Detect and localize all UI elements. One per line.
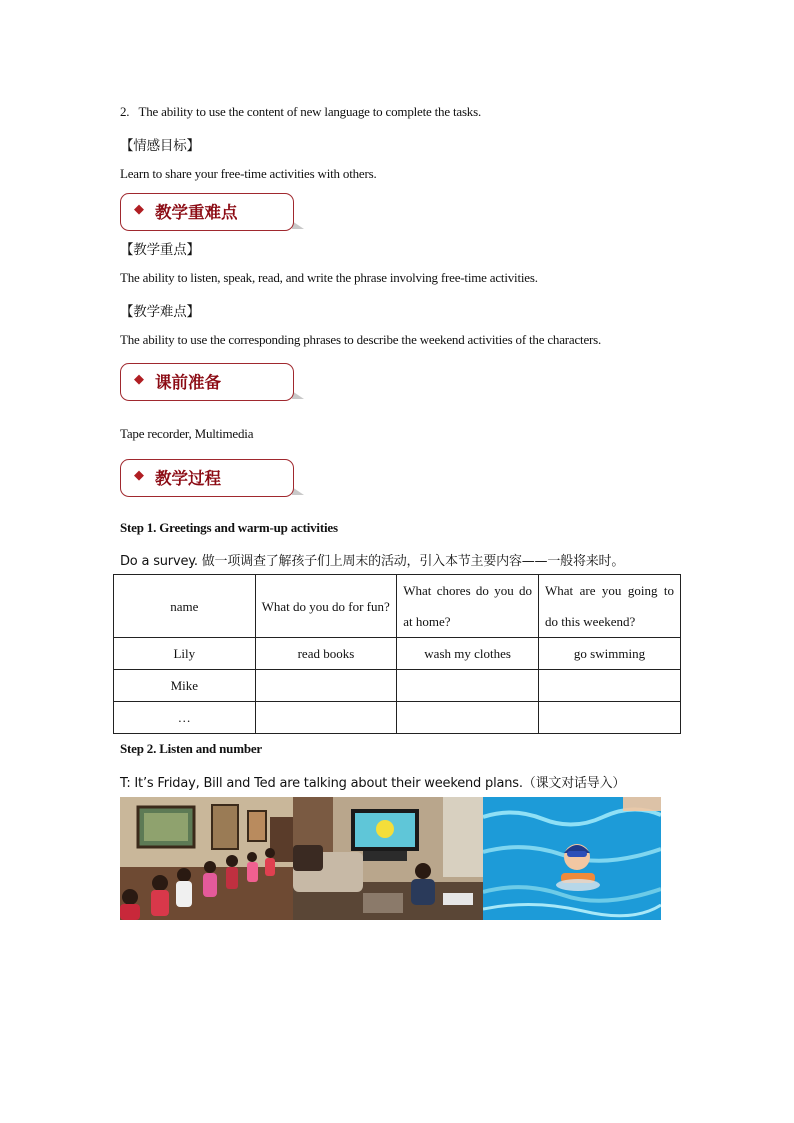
section-title: 教学过程 <box>155 469 221 488</box>
difficult-heading: 【教学难点】 <box>120 304 200 320</box>
photo-swimming <box>483 797 661 920</box>
diamond-icon: ◆ <box>134 202 144 217</box>
table-cell <box>539 702 681 734</box>
step2-title: Step 2. Listen and number <box>120 741 262 756</box>
section-banner-process <box>120 459 304 497</box>
table-cell: wash my clothes <box>397 638 539 670</box>
table-cell <box>539 670 681 702</box>
step1-title: Step 1. Greetings and warm-up activities <box>120 520 338 535</box>
table-header-cell: What are you going to do this weekend? <box>539 575 681 638</box>
section-banner-key-difficult <box>120 193 304 231</box>
section-title: 课前准备 <box>155 373 221 392</box>
table-header-row <box>114 575 681 638</box>
key-text: The ability to listen, speak, read, and write the phrase involving free-time activities. <box>120 270 538 285</box>
table-cell: … <box>114 702 256 734</box>
table-cell <box>255 670 397 702</box>
diamond-icon: ◆ <box>134 468 144 483</box>
difficult-text: The ability to use the corresponding phrases to describe the weekend activities of the characters. <box>120 332 602 347</box>
section-banner-prep <box>120 363 304 401</box>
table-cell: read books <box>255 638 397 670</box>
photo-museum-visit <box>120 797 293 920</box>
emotion-text: Learn to share your free-time activities with others. <box>120 166 377 181</box>
table-cell <box>397 670 539 702</box>
photo-watching-tv <box>293 797 483 920</box>
table-header-cell: What chores do you do at home? <box>397 575 539 638</box>
step2-text: T: It’s Friday, Bill and Ted are talking about their weekend plans.（课文对话导入） <box>120 776 626 791</box>
diamond-icon: ◆ <box>134 372 144 387</box>
step1-text: Do a survey. 做一项调查了解孩子们上周末的活动，引入本节主要内容——一般将来时。 <box>120 554 625 569</box>
table-cell: go swimming <box>539 638 681 670</box>
table-row <box>114 638 681 670</box>
table-cell <box>397 702 539 734</box>
table-cell: Lily <box>114 638 256 670</box>
key-heading: 【教学重点】 <box>120 242 200 258</box>
objective-2: 2. The ability to use the content of new language to complete the tasks. <box>120 104 482 119</box>
table-header-cell: name <box>114 575 256 638</box>
table-row <box>114 670 681 702</box>
emotion-heading: 【情感目标】 <box>120 138 200 154</box>
prep-text: Tape recorder, Multimedia <box>120 426 254 441</box>
table-header-cell: What do you do for fun? <box>255 575 397 638</box>
section-title: 教学重难点 <box>155 203 238 222</box>
table-row <box>114 702 681 734</box>
table-cell: Mike <box>114 670 256 702</box>
table-cell <box>255 702 397 734</box>
survey-table <box>113 574 681 734</box>
